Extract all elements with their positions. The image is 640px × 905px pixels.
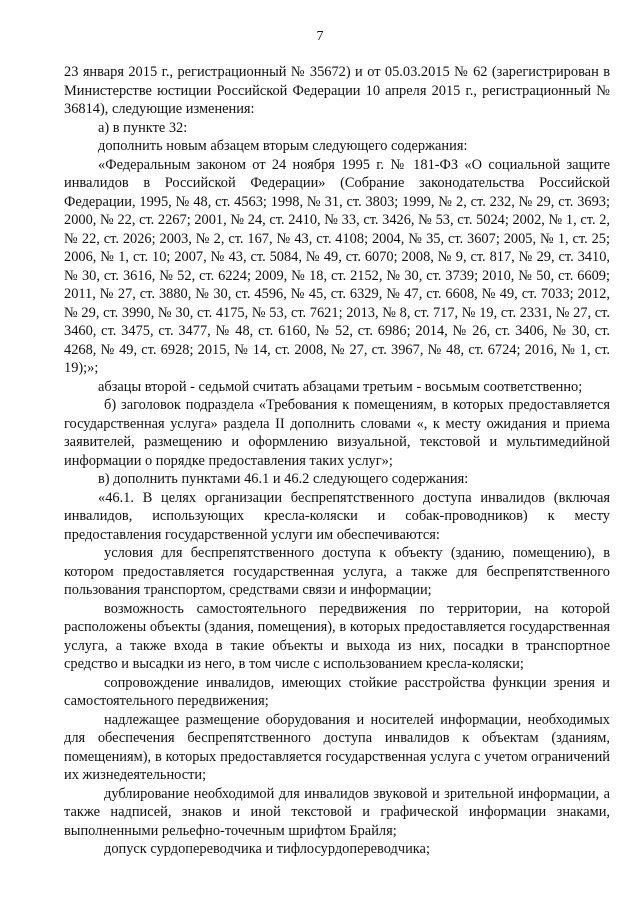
paragraph: надлежащее размещение оборудования и носителей информации, необходимых для обеспечения беспрепятственного доступа инвалидов к объектам (зданиям, помещениям), в которых предоставляется государственная услуга с учетом ограничений их жизнедеятельности; xyxy=(64,711,610,783)
paragraph: в) дополнить пунктами 46.1 и 46.2 следующего содержания: xyxy=(98,471,469,487)
paragraph: дублирование необходимой для инвалидов звуковой и зрительной информации, а также надписей, знаков и иной текстовой и графической информации знаками, выполненными рельефно-точечным шрифтом Брайля; xyxy=(64,785,610,839)
paragraph: сопровождение инвалидов, имеющих стойкие расстройства функции зрения и самостоятельного передвижения; xyxy=(64,674,610,709)
page-number: 7 xyxy=(316,29,324,44)
paragraph: условия для беспрепятственного доступа к объекту (зданию, помещению), в котором предоставляется государственная услуга, а также для беспрепятственного пользования транспортом, средствами связи и информации; xyxy=(64,545,610,598)
paragraph: 23 января 2015 г., регистрационный № 35672) и от 05.03.2015 № 62 (зарегистрирован в Министерстве юстиции Российской Федерации 10 апреля 2015 г., регистрационный № 36814), следующие изменения: xyxy=(64,64,610,117)
paragraph: абзацы второй - седьмой считать абзацами третьим - восьмым соответственно; xyxy=(98,378,583,395)
paragraph: а) в пункте 32: xyxy=(98,119,188,136)
paragraph: «46.1. В целях организации беспрепятственного доступа инвалидов (включая инвалидов, использующих кресла-коляски и собак-проводников) к месту предоставления государственной услуги им обеспечиваются: xyxy=(64,489,610,543)
paragraph: допуск сурдопереводчика и тифлосурдопереводчика; xyxy=(104,841,430,857)
paragraph: дополнить новым абзацем вторым следующего содержания: xyxy=(98,138,468,154)
paragraph: возможность самостоятельного передвижения по территории, на которой расположены объекты (здания, помещения), в которых предоставляется государственная услуга, а также входа в такие объекты и выхода из них, посадки в транспортное средство и высадки из него, в том числе с использованием кресла-коляски; xyxy=(64,600,610,672)
paragraph: б) заголовок подраздела «Требования к помещениям, в которых предоставляется государственная услуга» раздела II дополнить словами «, к месту ожидания и приема заявителей, размещению и оформлению визуальной, текстовой и мультимедийной информации о порядке предоставления таких услуг»; xyxy=(64,397,610,469)
paragraph: «Федеральным законом от 24 ноября 1995 г. № 181-ФЗ «О социальной защите инвалидов в Российской Федерации» (Собрание законодательства Российской Федерации, 1995, № 48, ст. 4563; 1998, № 31, ст. 3803; 1999, № 2, ст. 232, № 29, ст. 3693; 2000, № 22, ст. 2267; 2001, № 24, ст. 2410, № 33, ст. 3426, № 53, ст. 5024; 2002, № 1, ст. 2, № 22, ст. 2026; 2003, № 2, ст. 167, № 43, ст. 4108; 2004, № 35, ст. 3607; 2005, № 1, ст. 25; 2006, № 1, ст. 10; 2007, № 43, ст. 5084, № 49, ст. 6070; 2008, № 9, ст. 817, № 29, ст. 3410, № 30, ст. 3616, № 52, ст. 6224; 2009, № 18, ст. 2152, № 30, ст. 3739; 2010, № 50, ст. 6609; 2011, № 27, ст. 3880, № 30, ст. 4596, № 45, ст. 6329, № 47, ст. 6608, № 49, ст. 7033; 2012, № 29, ст. 3990, № 30, ст. 4175, № 53, ст. 7621; 2013, № 8, ст. 717, № 19, ст. 2331, № 27, ст. 3460, ст. 3475, ст. 3477, № 48, ст. 6160, № 52, ст. 6986; 2014, № 26, ст. 3406, № 30, ст. 4268, № 49, ст. 6928; 2015, № 14, ст. 2008, № 27, ст. 3967, № 48, ст. 6724; 2016, № 1, ст. 19);»; xyxy=(64,156,610,376)
document-body xyxy=(64,63,610,859)
